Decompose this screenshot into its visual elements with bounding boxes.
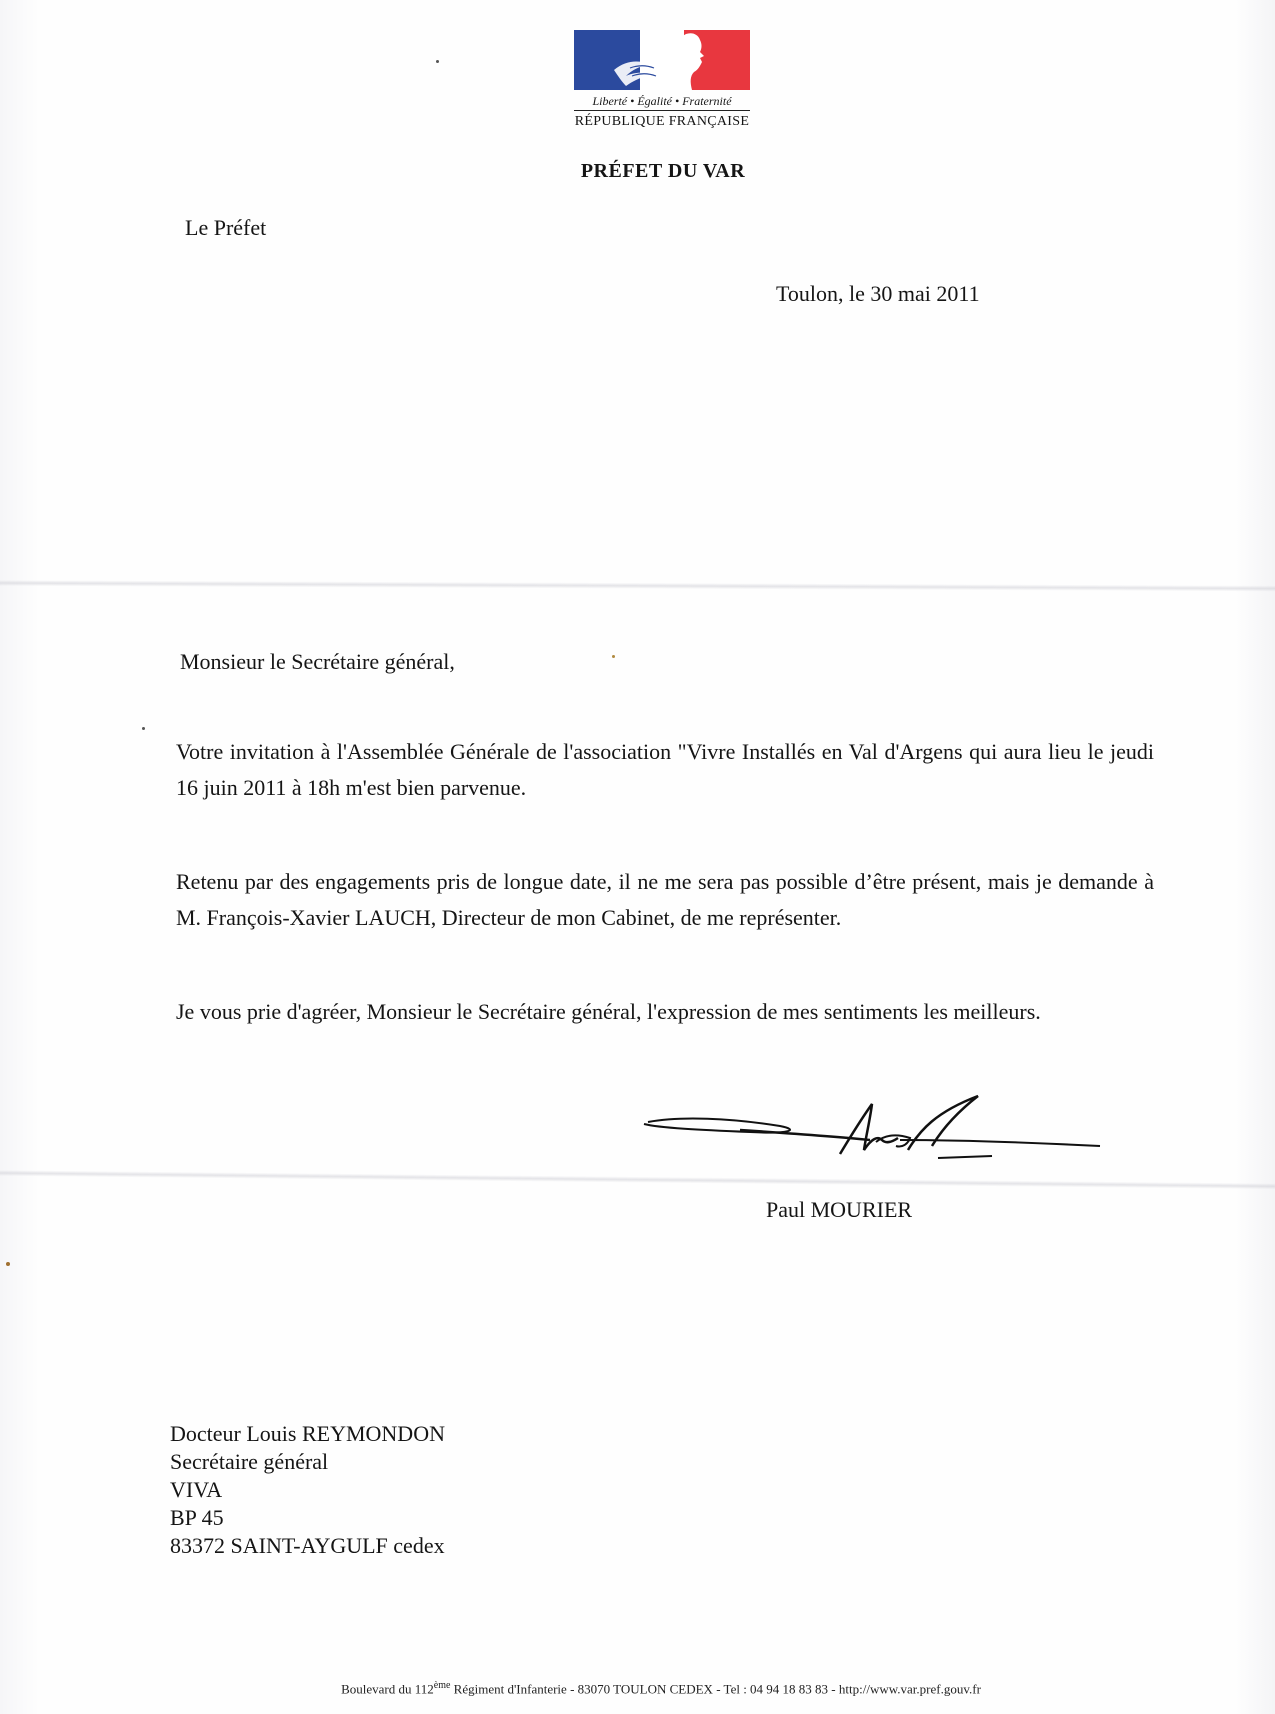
footer-address-rest: Régiment d'Infanterie - 83070 TOULON CEDEX - Tel : 04 94 18 83 83 - http://www.var.pref.gouv.fr: [450, 1681, 981, 1697]
recipient-address: [170, 1420, 445, 1560]
tricolor-flag-icon: [574, 30, 750, 90]
paper-fold-line: [0, 1170, 1275, 1189]
signatory-name: Paul MOURIER: [766, 1197, 913, 1222]
paper-speck: [612, 655, 615, 658]
place-date: Toulon, le 30 mai 2011: [776, 281, 980, 306]
republic-motto: Liberté • Égalité • Fraternité: [592, 94, 732, 108]
recipient-name: Docteur Louis REYMONDON: [170, 1421, 445, 1446]
recipient-po-box: BP 45: [170, 1505, 224, 1530]
footer-address: [0, 1680, 1275, 1697]
recipient-city: 83372 SAINT-AYGULF cedex: [170, 1533, 445, 1558]
recipient-title: Secrétaire général: [170, 1449, 329, 1474]
recipient-organization: VIVA: [170, 1477, 223, 1502]
body-paragraph-invitation: Votre invitation à l'Assemblée Générale de l'association "Vivre Installés en Val d'Argens qui aura lieu le jeudi 16 juin 2011 à 18h m'est bien parvenue.: [176, 739, 1154, 800]
body-paragraph-representation: Retenu par des engagements pris de longue date, il ne me sera pas possible d’être présent, mais je demande à M. François-Xavier LAUCH, Directeur de mon Cabinet, de me représenter.: [176, 869, 1154, 930]
prefecture-heading: PRÉFET DU VAR: [580, 160, 746, 182]
republic-name: RÉPUBLIQUE FRANÇAISE: [574, 114, 750, 129]
paper-speck: [436, 60, 439, 63]
paper-speck: [142, 727, 145, 730]
paper-fold-line: [0, 580, 1275, 592]
handwritten-signature: [640, 1090, 1110, 1170]
motto-divider: [574, 110, 750, 111]
body-paragraph-closing: Je vous prie d'agréer, Monsieur le Secrétaire général, l'expression de mes sentiments les meilleurs.: [176, 999, 1041, 1024]
author-title: Le Préfet: [185, 215, 267, 240]
marianne-logo: [572, 30, 752, 140]
footer-address-prefix: Boulevard du 112: [341, 1681, 434, 1697]
paper-speck: [6, 1262, 10, 1266]
salutation: Monsieur le Secrétaire général,: [180, 649, 455, 674]
footer-address-superscript: ème: [433, 1680, 451, 1691]
